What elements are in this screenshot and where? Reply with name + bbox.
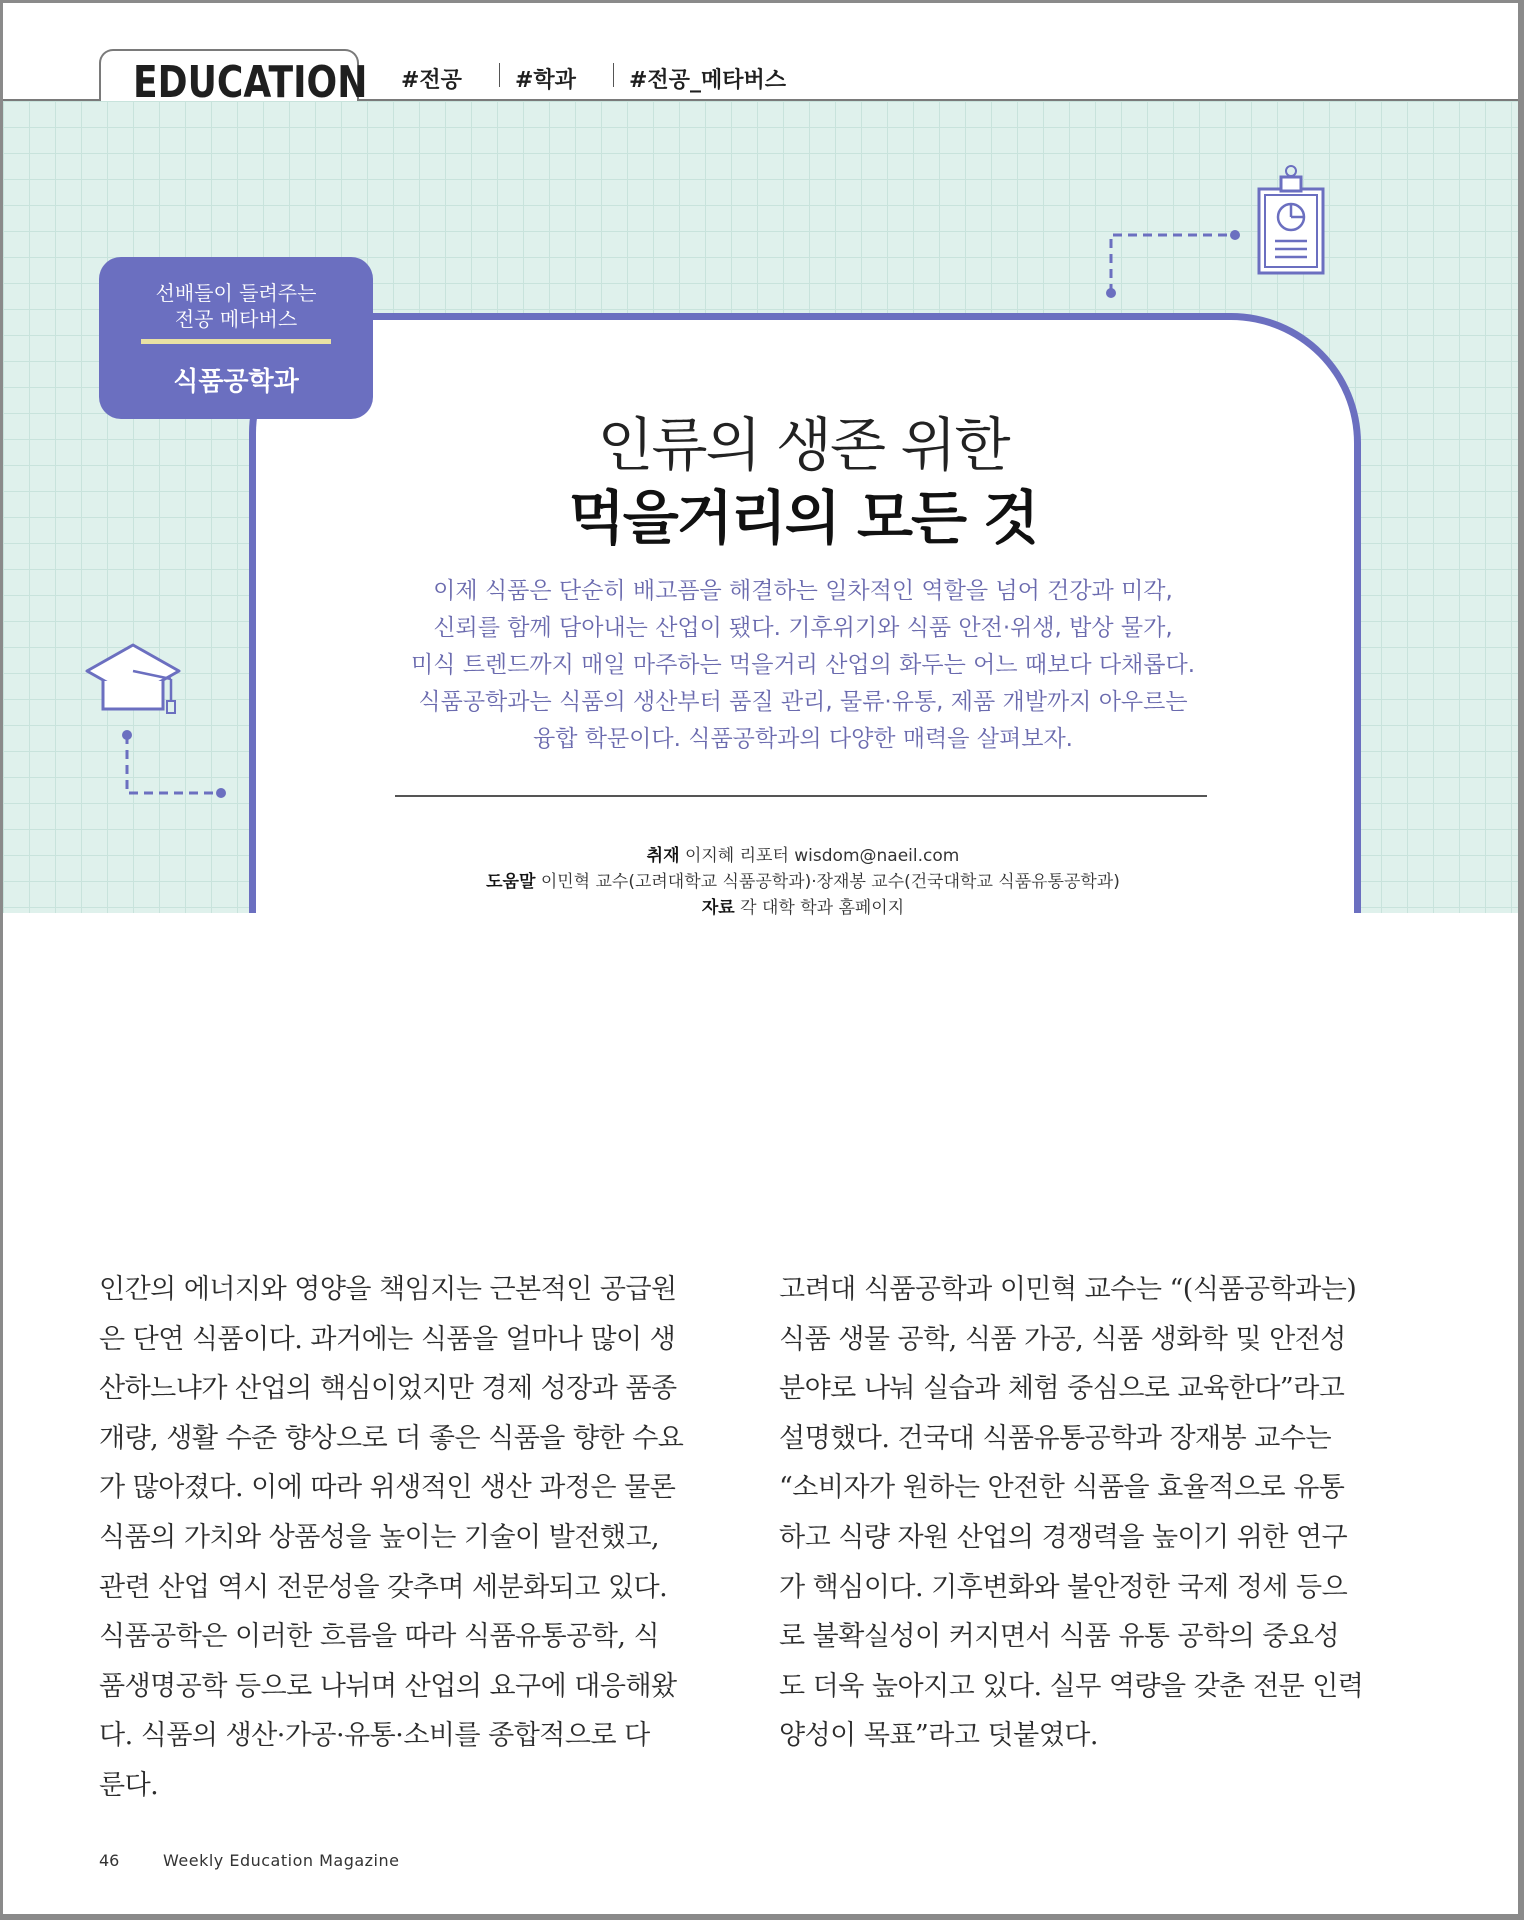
series-badge (99, 257, 373, 419)
hashtag-major[interactable]: #전공 (401, 68, 462, 93)
badge-series-line1: 선배들이 들려주는 (155, 281, 317, 305)
body-line: 로 불확실성이 커지면서 식품 유통 공학의 중요성 (779, 1621, 1340, 1653)
page-number: 46 (99, 1851, 120, 1870)
credit-source-label: 자료 (701, 898, 735, 918)
body-line: 품생명공학 등으로 나뉘며 산업의 요구에 대응해왔 (99, 1670, 677, 1702)
body-line: 가 많아졌다. 이에 따라 위생적인 생산 과정은 물론 (99, 1472, 676, 1504)
lead-line: 이제 식품은 단순히 배고픔을 해결하는 일차적인 역할을 넘어 건강과 미각, (433, 578, 1173, 604)
body-line: 하고 식량 자원 산업의 경쟁력을 높이기 위한 연구 (779, 1521, 1348, 1553)
article-title-line1: 인류의 생존 위한 (597, 411, 1009, 479)
body-line: 룬다. (99, 1769, 159, 1801)
hashtag-major-metaverse[interactable]: #전공_메타버스 (629, 68, 786, 93)
body-line: “소비자가 원하는 안전한 식품을 효율적으로 유통 (779, 1472, 1345, 1504)
credit-source-value: 각 대학 학과 홈페이지 (740, 898, 905, 918)
body-line: 은 단연 식품이다. 과거에는 식품을 얼마나 많이 생 (99, 1323, 676, 1355)
credit-help-label: 도움말 (486, 872, 536, 892)
badge-divider (141, 339, 331, 344)
credit-source (363, 893, 1243, 918)
credit-help (363, 867, 1243, 892)
body-line: 도 더욱 높아지고 있다. 실무 역량을 갖춘 전문 인력 (779, 1670, 1364, 1702)
lead-divider (395, 795, 1207, 797)
lead-line: 미식 트렌드까지 매일 마주하는 먹을거리 산업의 화두는 어느 때보다 다채롭다. (410, 652, 1196, 678)
body-line: 산하느냐가 산업의 핵심이었지만 경제 성장과 품종 (99, 1373, 677, 1405)
clipboard-chart-icon (1099, 163, 1339, 303)
credit-reporter-value: 이지혜 리포터 wisdom@naeil.com (684, 846, 960, 866)
body-line: 식품공학은 이러한 흐름을 따라 식품유통공학, 식 (99, 1621, 660, 1653)
body-line: 다. 식품의 생산·가공·유통·소비를 종합적으로 다 (99, 1720, 650, 1752)
body-line: 개량, 생활 수준 향상으로 더 좋은 식품을 향한 수요 (99, 1422, 684, 1454)
body-line: 가 핵심이다. 기후변화와 불안정한 국제 정세 등으 (779, 1571, 1348, 1603)
body-line: 인간의 에너지와 영양을 책임지는 근본적인 공급원 (99, 1274, 677, 1305)
body-line: 양성이 목표”라고 덧붙였다. (779, 1720, 1098, 1752)
body-line: 고려대 식품공학과 이민혁 교수는 “(식품공학과는) (779, 1274, 1357, 1305)
body-line: 식품의 가치와 상품성을 높이는 기술이 발전했고, (99, 1521, 660, 1553)
article-title-line2: 먹을거리의 모든 것 (568, 484, 1038, 552)
credit-reporter-label: 취재 (646, 846, 680, 866)
lead-paragraph (373, 573, 1233, 758)
body-column-right (779, 1265, 1363, 1761)
body-line: 식품 생물 공학, 식품 가공, 식품 생화학 및 안전성 (779, 1323, 1346, 1355)
section-title: EDUCATION (133, 57, 368, 108)
body-line: 관련 산업 역시 전문성을 갖추며 세분화되고 있다. (99, 1571, 668, 1603)
tag-separator (499, 63, 500, 87)
body-line: 설명했다. 건국대 식품유통공학과 장재봉 교수는 (779, 1422, 1332, 1454)
lead-line: 융합 학문이다. 식품공학과의 다양한 매력을 살펴보자. (533, 726, 1073, 752)
body-line: 분야로 나눠 실습과 체험 중심으로 교육한다”라고 (779, 1373, 1345, 1405)
graduation-cap-icon (79, 639, 239, 799)
lead-line: 식품공학과는 식품의 생산부터 품질 관리, 물류·유통, 제품 개발까지 아우르는 (418, 689, 1188, 715)
badge-series-line2: 전공 메타버스 (174, 307, 298, 331)
tag-separator (613, 63, 614, 87)
hashtag-department[interactable]: #학과 (515, 68, 576, 93)
body-column-left (99, 1265, 683, 1811)
magazine-name: Weekly Education Magazine (163, 1851, 400, 1870)
card-mask (3, 913, 1518, 953)
lead-line: 신뢰를 함께 담아내는 산업이 됐다. 기후위기와 식품 안전·위생, 밥상 물가, (433, 615, 1173, 641)
credit-help-value: 이민혁 교수(고려대학교 식품공학과)·장재봉 교수(건국대학교 식품유통공학과) (540, 872, 1120, 892)
credit-reporter (363, 841, 1243, 866)
badge-department: 식품공학과 (173, 367, 299, 397)
